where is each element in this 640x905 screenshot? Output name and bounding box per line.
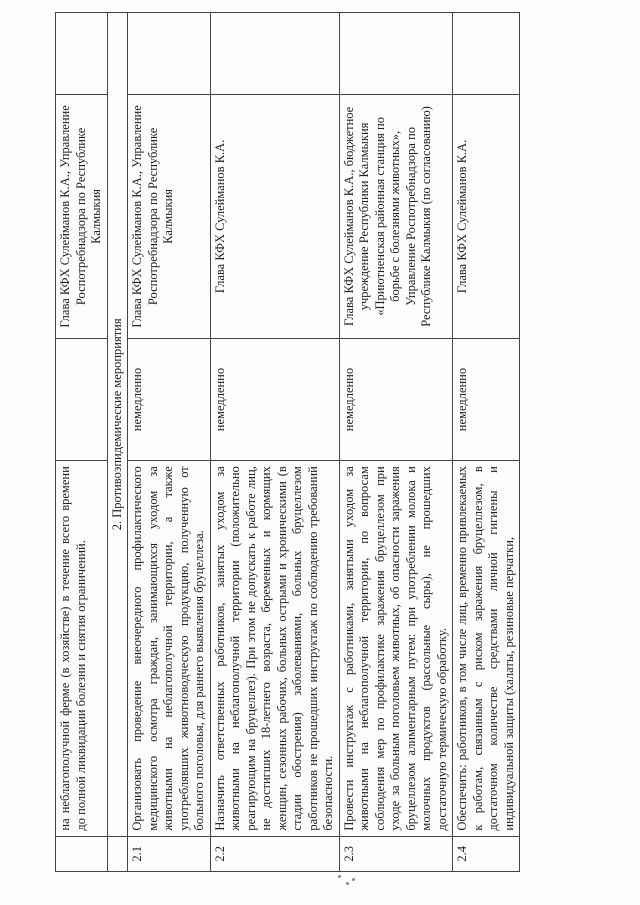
row-number: 2.3	[339, 836, 453, 871]
row-number: 2.2	[210, 836, 339, 871]
section-title: 2. Противоэпидемические мероприятия	[107, 13, 128, 837]
measures-table	[55, 12, 520, 872]
section-row	[107, 13, 128, 872]
table-row	[128, 13, 211, 872]
scan-speck	[338, 875, 341, 878]
responsible-cell: Глава КФХ Сулейманов К.А., бюджетное учреждение Республики Калмыкия «Приютненская районная станция по борьбе с болезнями животных», Управление Роспотребнадзора по Республике Калмыкия (по согласованию)	[339, 94, 453, 338]
term-cell: немедленно	[339, 338, 453, 460]
table-row	[339, 13, 453, 872]
measure-text: Провести инструктаж с работниками, занятыми уходом за животными на неблагополучной территории, по вопросам соблюдения мер по профилактике заражения бруцеллезом при уходе за больным поголовьем животных, об опасности заражения бруцеллезом алиментарным путем: при употреблении молока и молочных продуктов (рассольные сыры), не прошедших достаточную термическую обработку.	[339, 461, 453, 836]
measure-text: на неблагополучной ферме (в хозяйстве) в течение всего времени до полной ликвидации болезни и снятия ограничений.	[56, 461, 108, 836]
measure-text: Организовать проведение внеочередного профилактического медицинского осмотра граждан, занимающихся уходом за животными на неблагополучной территории, а также употреблявших животноводческую продукцию, полученную от больного поголовья, для раннего выявления бруцеллеза.	[128, 461, 211, 836]
extra-cell	[128, 13, 211, 95]
extra-cell	[210, 13, 339, 95]
responsible-cell: Глава КФХ Сулейманов К.А.	[453, 94, 520, 338]
rotated-document-page	[55, 12, 615, 872]
responsible-cell: Глава КФХ Сулейманов К.А.	[210, 94, 339, 338]
row-number: 2.4	[453, 836, 520, 871]
extra-cell	[453, 13, 520, 95]
measure-text: Назначить ответственных работников, занятых уходом за животными на неблагополучной территории (положительно реагирующим на бруцеллез). При этом не допускать к работе лиц, не достигших 18-летнего возраста, беременных и кормящих женщин, сезонных рабочих, больных острыми и хроническими (в стадии обострения) заболеваниями, больных бруцеллезом работников не прошедших инструктаж по соблюдению требований безопасности.	[210, 461, 339, 836]
term-cell: немедленно	[210, 338, 339, 460]
row-number: 2.1	[128, 836, 211, 871]
table-row	[453, 13, 520, 872]
row-number	[107, 836, 128, 871]
responsible-cell: Глава КФХ Сулейманов К.А., Управление Роспотребнадзора по Республике Калмыкия	[128, 94, 211, 338]
responsible-cell: Глава КФХ Сулейманов К.А., Управление Роспотребнадзора по Республике Калмыкия	[56, 94, 108, 338]
term-cell: немедленно	[453, 338, 520, 460]
scan-speck	[352, 878, 355, 881]
term-cell: немедленно	[128, 338, 211, 460]
table-row	[56, 13, 108, 872]
extra-cell	[56, 13, 108, 95]
scan-speck	[346, 882, 349, 885]
extra-cell	[339, 13, 453, 95]
term-cell	[56, 338, 108, 460]
table-row	[210, 13, 339, 872]
row-number	[56, 836, 108, 871]
measure-text: Обеспечить: работников, в том числе лиц, временно привлекаемых к работам, связанным с риском заражения бруцеллезом, в достаточном количестве средствами личной гигиены и индивидуальной защиты (халаты, резиновые перчатки,	[453, 461, 520, 836]
